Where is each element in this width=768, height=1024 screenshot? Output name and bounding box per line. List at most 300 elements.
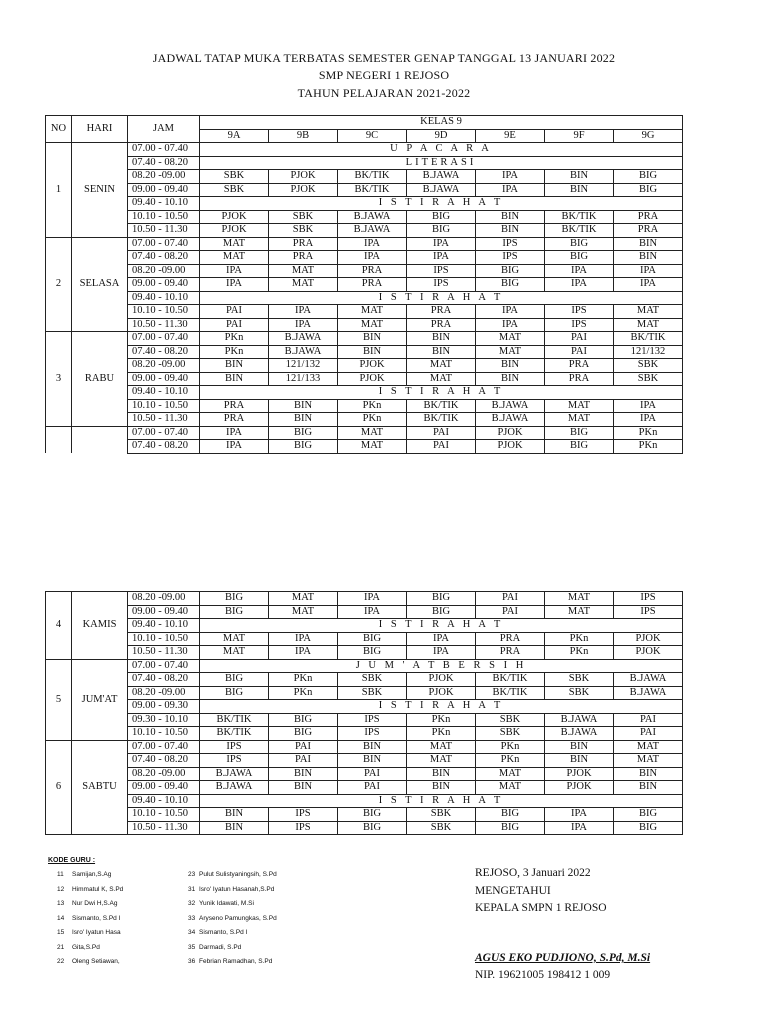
subject-cell: PJOK: [476, 426, 545, 440]
subject-cell: MAT: [407, 359, 476, 373]
day-number: 5: [46, 659, 72, 740]
time-slot: 08.20 -09.00: [128, 767, 200, 781]
table-row: [46, 197, 683, 211]
subject-cell: IPA: [338, 237, 407, 251]
subject-cell: BIG: [269, 426, 338, 440]
subject-cell: SBK: [407, 808, 476, 822]
day-number: 4: [46, 592, 72, 660]
subject-cell: 121/133: [269, 372, 338, 386]
header-no: NO: [46, 116, 72, 143]
subject-cell: BIN: [614, 251, 683, 265]
subject-cell: MAT: [338, 440, 407, 454]
header-class-9d: 9D: [407, 129, 476, 143]
subject-cell: IPS: [269, 821, 338, 835]
table-row: [46, 251, 683, 265]
activity-span: I S T I R A H A T: [200, 619, 683, 633]
subject-cell: BIN: [545, 170, 614, 184]
title-line-1: JADWAL TATAP MUKA TERBATAS SEMESTER GENAP TANGGAL 13 JANUARI 2022: [152, 51, 616, 65]
subject-cell: BK/TIK: [545, 224, 614, 238]
subject-cell: IPS: [476, 251, 545, 265]
subject-cell: SBK: [476, 727, 545, 741]
subject-cell: BIG: [476, 821, 545, 835]
time-slot: 09.00 - 09.40: [128, 605, 200, 619]
subject-cell: BIN: [476, 210, 545, 224]
subject-cell: PRA: [614, 210, 683, 224]
subject-cell: SBK: [338, 673, 407, 687]
subject-cell: PAI: [200, 318, 269, 332]
subject-cell: MAT: [545, 399, 614, 413]
subject-cell: IPA: [545, 821, 614, 835]
table-row: [46, 372, 683, 386]
subject-cell: IPA: [545, 264, 614, 278]
activity-span: I S T I R A H A T: [200, 291, 683, 305]
guru-name: Samijan,S.Ag: [72, 871, 112, 878]
subject-cell: MAT: [614, 740, 683, 754]
activity-span: J U M ' A T B E R S I H: [200, 659, 683, 673]
guru-name: Oleng Setiawan,: [72, 958, 120, 965]
subject-cell: SBK: [269, 210, 338, 224]
subject-cell: MAT: [407, 754, 476, 768]
subject-cell: BIN: [545, 183, 614, 197]
guru-name: Gita,S.Pd: [72, 943, 100, 951]
subject-cell: SBK: [200, 183, 269, 197]
subject-cell: B.JAWA: [545, 713, 614, 727]
subject-cell: IPA: [338, 251, 407, 265]
subject-cell: B.JAWA: [269, 332, 338, 346]
time-slot: 07.00 - 07.40: [128, 659, 200, 673]
header-hari: HARI: [72, 116, 128, 143]
subject-cell: MAT: [545, 605, 614, 619]
subject-cell: PRA: [545, 372, 614, 386]
subject-cell: BIN: [614, 237, 683, 251]
table-row: [46, 278, 683, 292]
subject-cell: PJOK: [338, 372, 407, 386]
subject-cell: IPA: [545, 808, 614, 822]
subject-cell: BIN: [200, 808, 269, 822]
subject-cell: BIG: [407, 592, 476, 606]
subject-cell: PKn: [269, 686, 338, 700]
table-row: [46, 426, 683, 440]
subject-cell: PRA: [269, 251, 338, 265]
guru-number: 34: [188, 929, 196, 936]
time-slot: 09.00 - 09.40: [128, 372, 200, 386]
time-slot: 09.00 - 09.40: [128, 278, 200, 292]
subject-cell: SBK: [545, 673, 614, 687]
subject-cell: PAI: [338, 767, 407, 781]
subject-cell: BIN: [614, 767, 683, 781]
guru-name: Darmadi, S.Pd: [199, 943, 242, 951]
subject-cell: BIG: [614, 808, 683, 822]
subject-cell: BIG: [269, 727, 338, 741]
time-slot: 07.40 - 08.20: [128, 345, 200, 359]
subject-cell: MAT: [269, 592, 338, 606]
subject-cell: PAI: [407, 426, 476, 440]
table-row: [46, 156, 683, 170]
subject-cell: BK/TIK: [476, 673, 545, 687]
time-slot: 07.00 - 07.40: [128, 237, 200, 251]
activity-span: U P A C A R A: [200, 143, 683, 157]
subject-cell: PJOK: [614, 646, 683, 660]
subject-cell: BIG: [614, 170, 683, 184]
subject-cell: PAI: [200, 305, 269, 319]
signature-name: AGUS EKO PUDJIONO, S.Pd, M.Si: [475, 952, 651, 964]
guru-name: Aryseno Pamungkas, S.Pd: [199, 914, 277, 922]
subject-cell: MAT: [269, 278, 338, 292]
subject-cell: BIG: [200, 592, 269, 606]
day-number: 6: [46, 740, 72, 835]
time-slot: 08.20 -09.00: [128, 264, 200, 278]
subject-cell: BIN: [269, 767, 338, 781]
subject-cell: B.JAWA: [338, 210, 407, 224]
subject-cell: BK/TIK: [407, 399, 476, 413]
subject-cell: PAI: [614, 727, 683, 741]
header-jam: JAM: [128, 116, 200, 143]
table-row: [46, 413, 683, 427]
day-name: SABTU: [72, 740, 128, 835]
day-number: 1: [46, 143, 72, 238]
time-slot: 10.10 - 10.50: [128, 399, 200, 413]
subject-cell: PAI: [614, 713, 683, 727]
time-slot: 10.10 - 10.50: [128, 632, 200, 646]
subject-cell: PJOK: [200, 210, 269, 224]
subject-cell: BIG: [476, 264, 545, 278]
subject-cell: MAT: [407, 740, 476, 754]
subject-cell: MAT: [200, 646, 269, 660]
subject-cell: IPA: [476, 305, 545, 319]
subject-cell: IPA: [407, 646, 476, 660]
subject-cell: PAI: [269, 754, 338, 768]
subject-cell: PAI: [269, 740, 338, 754]
subject-cell: MAT: [200, 237, 269, 251]
table-row: [46, 183, 683, 197]
table-row: [46, 318, 683, 332]
time-slot: 10.50 - 11.30: [128, 413, 200, 427]
subject-cell: BIG: [269, 713, 338, 727]
time-slot: 07.40 - 08.20: [128, 673, 200, 687]
subject-cell: PKn: [614, 440, 683, 454]
subject-cell: IPA: [614, 413, 683, 427]
subject-cell: BIG: [476, 278, 545, 292]
time-slot: 07.40 - 08.20: [128, 251, 200, 265]
subject-cell: BK/TIK: [338, 170, 407, 184]
subject-cell: PJOK: [200, 224, 269, 238]
subject-cell: IPS: [269, 808, 338, 822]
table-row: [46, 291, 683, 305]
subject-cell: BIG: [545, 440, 614, 454]
subject-cell: 121/132: [614, 345, 683, 359]
time-slot: 08.20 -09.00: [128, 592, 200, 606]
subject-cell: BIN: [269, 399, 338, 413]
time-slot: 10.10 - 10.50: [128, 808, 200, 822]
activity-span: I S T I R A H A T: [200, 794, 683, 808]
subject-cell: IPS: [338, 727, 407, 741]
subject-cell: PKn: [269, 673, 338, 687]
subject-cell: MAT: [476, 781, 545, 795]
table-row: [46, 794, 683, 808]
subject-cell: IPS: [200, 740, 269, 754]
subject-cell: IPS: [407, 278, 476, 292]
subject-cell: PKn: [338, 413, 407, 427]
subject-cell: BIG: [614, 821, 683, 835]
subject-cell: MAT: [407, 372, 476, 386]
subject-cell: PKn: [338, 399, 407, 413]
schedule-table-part-2: [45, 591, 683, 835]
header-class-9g: 9G: [614, 129, 683, 143]
table-row: [46, 727, 683, 741]
table-row: [46, 808, 683, 822]
subject-cell: IPA: [200, 440, 269, 454]
subject-cell: BIN: [545, 740, 614, 754]
subject-cell: PJOK: [476, 440, 545, 454]
time-slot: 10.10 - 10.50: [128, 210, 200, 224]
subject-cell: PRA: [476, 646, 545, 660]
table-row: [46, 305, 683, 319]
subject-cell: MAT: [200, 632, 269, 646]
subject-cell: MAT: [545, 413, 614, 427]
subject-cell: BIN: [407, 767, 476, 781]
subject-cell: PRA: [200, 413, 269, 427]
subject-cell: PKn: [545, 632, 614, 646]
subject-cell: IPA: [476, 183, 545, 197]
subject-cell: B.JAWA: [200, 767, 269, 781]
guru-name: Himmatul K, S.Pd: [72, 885, 124, 893]
subject-cell: BIG: [338, 821, 407, 835]
activity-span: LITERASI: [200, 156, 683, 170]
subject-cell: IPS: [545, 305, 614, 319]
table-row: [46, 821, 683, 835]
guru-number: 21: [57, 943, 65, 951]
table-row: [46, 224, 683, 238]
subject-cell: IPS: [614, 592, 683, 606]
subject-cell: IPS: [545, 318, 614, 332]
subject-cell: PKn: [545, 646, 614, 660]
subject-cell: PKn: [614, 426, 683, 440]
table-row: [46, 592, 683, 606]
subject-cell: BIN: [338, 740, 407, 754]
subject-cell: PKn: [200, 332, 269, 346]
subject-cell: BIG: [545, 426, 614, 440]
subject-cell: B.JAWA: [545, 727, 614, 741]
subject-cell: PJOK: [614, 632, 683, 646]
subject-cell: IPA: [407, 237, 476, 251]
subject-cell: BIN: [200, 821, 269, 835]
table-row: [46, 399, 683, 413]
subject-cell: MAT: [338, 426, 407, 440]
time-slot: 10.50 - 11.30: [128, 821, 200, 835]
subject-cell: MAT: [545, 592, 614, 606]
subject-cell: BIN: [407, 781, 476, 795]
subject-cell: BK/TIK: [200, 727, 269, 741]
subject-cell: BIG: [476, 808, 545, 822]
subject-cell: PAI: [338, 781, 407, 795]
table-row: [46, 700, 683, 714]
subject-cell: BK/TIK: [614, 332, 683, 346]
subject-cell: MAT: [614, 305, 683, 319]
subject-cell: IPA: [407, 251, 476, 265]
subject-cell: B.JAWA: [476, 399, 545, 413]
guru-number: 32: [188, 900, 196, 907]
table-row: [46, 210, 683, 224]
subject-cell: PAI: [476, 592, 545, 606]
schedule-table-part-1: [45, 115, 683, 454]
subject-cell: IPA: [200, 264, 269, 278]
subject-cell: SBK: [200, 170, 269, 184]
guru-name: Sismanto, S.Pd I: [72, 914, 121, 922]
header-class-9c: 9C: [338, 129, 407, 143]
time-slot: 09.00 - 09.40: [128, 781, 200, 795]
subject-cell: PRA: [407, 305, 476, 319]
subject-cell: SBK: [269, 224, 338, 238]
subject-cell: SBK: [545, 686, 614, 700]
subject-cell: PAI: [407, 440, 476, 454]
time-slot: 10.10 - 10.50: [128, 305, 200, 319]
guru-number: 12: [57, 885, 65, 893]
subject-cell: BK/TIK: [407, 413, 476, 427]
time-slot: 07.40 - 08.20: [128, 440, 200, 454]
subject-cell: IPS: [407, 264, 476, 278]
subject-cell: BIN: [269, 413, 338, 427]
activity-span: I S T I R A H A T: [200, 197, 683, 211]
guru-number: 15: [57, 929, 65, 936]
signature-nip: NIP. 19621005 198412 1 009: [475, 969, 611, 981]
subject-cell: IPA: [476, 170, 545, 184]
subject-cell: BIG: [407, 224, 476, 238]
header-class-9e: 9E: [476, 129, 545, 143]
table-row: [46, 386, 683, 400]
subject-cell: PKn: [476, 740, 545, 754]
subject-cell: IPA: [545, 278, 614, 292]
subject-cell: IPA: [614, 278, 683, 292]
subject-cell: PKn: [200, 345, 269, 359]
subject-cell: MAT: [200, 251, 269, 265]
subject-cell: BIN: [545, 754, 614, 768]
time-slot: 09.00 - 09.40: [128, 183, 200, 197]
subject-cell: IPA: [269, 646, 338, 660]
guru-number: 11: [57, 871, 64, 878]
subject-cell: PRA: [338, 264, 407, 278]
day-number: 2: [46, 237, 72, 332]
subject-cell: BIG: [614, 183, 683, 197]
header-class-9f: 9F: [545, 129, 614, 143]
time-slot: 10.10 - 10.50: [128, 727, 200, 741]
table-row: [46, 686, 683, 700]
time-slot: 09.40 - 10.10: [128, 794, 200, 808]
table-row: [46, 740, 683, 754]
subject-cell: PAI: [545, 332, 614, 346]
subject-cell: BIG: [407, 210, 476, 224]
day-name: JUM'AT: [72, 659, 128, 740]
subject-cell: BIG: [338, 808, 407, 822]
subject-cell: PRA: [200, 399, 269, 413]
subject-cell: PJOK: [338, 359, 407, 373]
table-row: [46, 767, 683, 781]
subject-cell: IPA: [269, 318, 338, 332]
subject-cell: MAT: [476, 345, 545, 359]
subject-cell: IPS: [200, 754, 269, 768]
subject-cell: PAI: [545, 345, 614, 359]
table-row: [46, 440, 683, 454]
subject-cell: PRA: [269, 237, 338, 251]
subject-cell: PKn: [407, 727, 476, 741]
subject-cell: BK/TIK: [338, 183, 407, 197]
subject-cell: IPA: [269, 305, 338, 319]
subject-cell: BIN: [200, 372, 269, 386]
subject-cell: PJOK: [407, 686, 476, 700]
subject-cell: SBK: [614, 359, 683, 373]
subject-cell: SBK: [614, 372, 683, 386]
activity-span: I S T I R A H A T: [200, 386, 683, 400]
table-row: [46, 713, 683, 727]
day-name: SENIN: [72, 143, 128, 238]
subject-cell: MAT: [269, 264, 338, 278]
subject-cell: MAT: [476, 332, 545, 346]
subject-cell: BIG: [545, 237, 614, 251]
activity-span: I S T I R A H A T: [200, 700, 683, 714]
time-slot: 07.00 - 07.40: [128, 143, 200, 157]
subject-cell: IPA: [407, 632, 476, 646]
guru-name: Pulut Sulistyaningsih, S.Pd: [199, 871, 277, 878]
time-slot: 08.20 -09.00: [128, 686, 200, 700]
table-row: [46, 632, 683, 646]
time-slot: 08.20 -09.00: [128, 170, 200, 184]
time-slot: 09.40 - 10.10: [128, 197, 200, 211]
time-slot: 09.40 - 10.10: [128, 386, 200, 400]
guru-number: 22: [57, 958, 65, 965]
table-row: [46, 619, 683, 633]
time-slot: 07.00 - 07.40: [128, 426, 200, 440]
day-number: [46, 426, 72, 453]
subject-cell: SBK: [407, 821, 476, 835]
time-slot: 10.50 - 11.30: [128, 646, 200, 660]
subject-cell: BIG: [200, 673, 269, 687]
subject-cell: BIN: [338, 332, 407, 346]
day-number: 3: [46, 332, 72, 427]
signature-place-date: REJOSO, 3 Januari 2022: [475, 867, 591, 879]
subject-cell: B.JAWA: [614, 673, 683, 687]
subject-cell: BIN: [338, 754, 407, 768]
subject-cell: MAT: [476, 767, 545, 781]
time-slot: 07.00 - 07.40: [128, 332, 200, 346]
subject-cell: BIN: [407, 332, 476, 346]
guru-name: Yunik Idawati, M.Si: [199, 900, 254, 907]
subject-cell: PJOK: [545, 781, 614, 795]
kode-guru-title: KODE GURU :: [48, 857, 96, 864]
time-slot: 09.30 - 10.10: [128, 713, 200, 727]
subject-cell: PJOK: [545, 767, 614, 781]
subject-cell: B.JAWA: [200, 781, 269, 795]
subject-cell: PJOK: [269, 183, 338, 197]
subject-cell: B.JAWA: [407, 183, 476, 197]
guru-name: Sismanto, S.Pd I: [199, 929, 248, 936]
subject-cell: BK/TIK: [545, 210, 614, 224]
guru-number: 14: [57, 914, 65, 922]
subject-cell: PRA: [407, 318, 476, 332]
time-slot: 07.00 - 07.40: [128, 740, 200, 754]
table-row: [46, 659, 683, 673]
subject-cell: BIN: [614, 781, 683, 795]
table-row: [46, 264, 683, 278]
subject-cell: PJOK: [269, 170, 338, 184]
subject-cell: IPA: [338, 592, 407, 606]
signature-mengetahui: MENGETAHUI: [475, 885, 551, 897]
subject-cell: 121/132: [269, 359, 338, 373]
table-row: [46, 781, 683, 795]
title-line-3: TAHUN PELAJARAN 2021-2022: [297, 86, 471, 100]
subject-cell: IPA: [338, 605, 407, 619]
time-slot: 08.20 -09.00: [128, 359, 200, 373]
table-row: [46, 673, 683, 687]
subject-cell: BIN: [200, 359, 269, 373]
